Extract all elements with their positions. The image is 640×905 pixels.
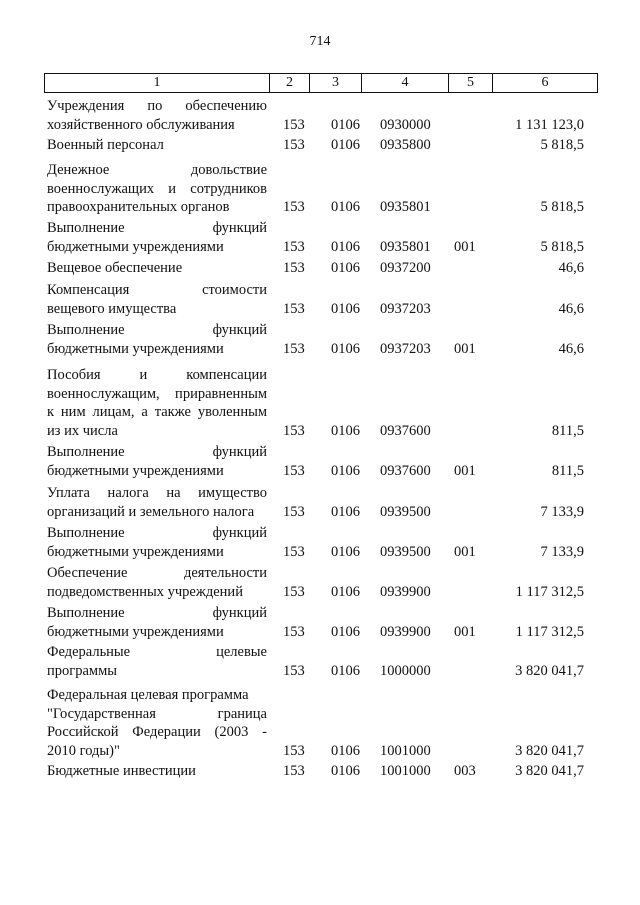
- row-description-line: хозяйственного обслуживания: [47, 116, 235, 133]
- row-code-2: 153: [283, 583, 305, 600]
- row-code-3: 0106: [331, 137, 360, 153]
- column-header-4: 4: [362, 74, 449, 93]
- row-amount: 811,5: [551, 422, 584, 439]
- row-code-2: 153: [283, 503, 305, 520]
- row-amount: 3 820 041,7: [515, 763, 584, 779]
- row-code-2: 153: [283, 623, 305, 640]
- row-description-line: Учреждения по обеспечению: [47, 98, 267, 114]
- row-description-line: "Государственная граница: [47, 705, 267, 722]
- row-code-4: 0939900: [380, 583, 431, 600]
- row-code-3: 0106: [331, 260, 360, 276]
- row-description-line: Денежное довольствие: [47, 162, 267, 178]
- row-description-line: бюджетными учреждениями: [47, 340, 224, 357]
- row-amount: 7 133,9: [540, 543, 584, 560]
- row-amount: 811,5: [551, 462, 584, 479]
- row-code-4: 1001000: [380, 763, 431, 779]
- row-description-line: Военный персонал: [47, 137, 164, 153]
- row-description-line: бюджетными учреждениями: [47, 238, 224, 255]
- row-description-line: программы: [47, 662, 117, 679]
- row-code-3: 0106: [331, 623, 360, 640]
- row-code-3: 0106: [331, 300, 360, 317]
- row-code-2: 153: [283, 340, 305, 357]
- row-code-3: 0106: [331, 583, 360, 600]
- row-amount: 3 820 041,7: [515, 662, 584, 679]
- row-code-3: 0106: [331, 763, 360, 779]
- row-code-3: 0106: [331, 199, 360, 216]
- row-code-5: 001: [454, 462, 476, 479]
- row-code-2: 153: [283, 763, 305, 779]
- row-code-3: 0106: [331, 422, 360, 439]
- row-description-line: Бюджетные инвестиции: [47, 763, 196, 779]
- row-code-5: 003: [454, 763, 476, 779]
- row-description-line: из их числа: [47, 422, 118, 439]
- page-number: 714: [309, 34, 331, 49]
- row-code-3: 0106: [331, 662, 360, 679]
- column-header-row: [44, 73, 598, 93]
- row-code-3: 0106: [331, 238, 360, 255]
- row-description-line: Федеральная целевая программа: [47, 687, 249, 703]
- row-code-2: 153: [283, 260, 305, 276]
- row-description-line: военнослужащих и сотрудников: [47, 180, 267, 197]
- row-code-4: 0930000: [380, 116, 431, 133]
- row-description-line: Выполнение функций: [47, 220, 267, 236]
- row-code-2: 153: [283, 238, 305, 255]
- row-description-line: военнослужащим, приравненным: [47, 385, 267, 402]
- row-code-5: 001: [454, 543, 476, 560]
- row-code-2: 153: [283, 199, 305, 216]
- row-amount: 46,6: [558, 260, 584, 276]
- row-description-line: Пособия и компенсации: [47, 367, 267, 383]
- row-description-line: правоохранительных органов: [47, 199, 230, 216]
- row-description-line: Выполнение функций: [47, 605, 267, 621]
- row-amount: 7 133,9: [540, 503, 584, 520]
- row-description-line: Российской Федерации (2003 -: [47, 724, 267, 741]
- row-amount: 5 818,5: [540, 137, 584, 153]
- row-description-line: бюджетными учреждениями: [47, 543, 224, 560]
- row-description-line: Компенсация стоимости: [47, 282, 267, 298]
- row-code-5: 001: [454, 238, 476, 255]
- row-amount: 1 131 123,0: [515, 116, 584, 133]
- row-code-4: 0937600: [380, 462, 431, 479]
- row-code-3: 0106: [331, 462, 360, 479]
- row-code-2: 153: [283, 116, 305, 133]
- row-code-4: 0935801: [380, 238, 431, 255]
- row-description-line: 2010 годы)": [47, 742, 120, 759]
- row-code-3: 0106: [331, 340, 360, 357]
- row-amount: 1 117 312,5: [515, 623, 584, 640]
- row-description-line: Федеральные целевые: [47, 644, 267, 660]
- row-description-line: бюджетными учреждениями: [47, 623, 224, 640]
- row-code-2: 153: [283, 137, 305, 153]
- row-code-4: 0937600: [380, 422, 431, 439]
- row-code-4: 0935800: [380, 137, 431, 153]
- row-code-4: 0939900: [380, 623, 431, 640]
- row-code-3: 0106: [331, 503, 360, 520]
- row-description-line: Вещевое обеспечение: [47, 260, 183, 276]
- row-description-line: к ним лицам, а также уволенным: [47, 404, 267, 421]
- row-description-line: Выполнение функций: [47, 525, 267, 541]
- column-header-1: 1: [45, 74, 270, 93]
- row-code-2: 153: [283, 742, 305, 759]
- row-code-2: 153: [283, 422, 305, 439]
- row-code-4: 0939500: [380, 543, 431, 560]
- row-description-line: Уплата налога на имущество: [47, 485, 267, 501]
- row-description-line: бюджетными учреждениями: [47, 462, 224, 479]
- row-description-line: Выполнение функций: [47, 322, 267, 338]
- row-code-4: 0939500: [380, 503, 431, 520]
- row-code-3: 0106: [331, 116, 360, 133]
- row-description-line: подведомственных учреждений: [47, 583, 243, 600]
- column-header-2: 2: [270, 74, 310, 93]
- row-code-4: 1001000: [380, 742, 431, 759]
- row-code-2: 153: [283, 462, 305, 479]
- row-code-4: 0937200: [380, 260, 431, 276]
- row-code-4: 0937203: [380, 340, 431, 357]
- row-amount: 1 117 312,5: [515, 583, 584, 600]
- row-code-3: 0106: [331, 742, 360, 759]
- row-amount: 5 818,5: [540, 238, 584, 255]
- row-code-4: 1000000: [380, 662, 431, 679]
- row-description-line: Обеспечение деятельности: [47, 565, 267, 581]
- row-amount: 5 818,5: [540, 199, 584, 216]
- row-code-2: 153: [283, 662, 305, 679]
- row-amount: 46,6: [558, 340, 584, 357]
- row-description-line: вещевого имущества: [47, 300, 177, 317]
- column-header-6: 6: [493, 74, 598, 93]
- row-description-line: Выполнение функций: [47, 444, 267, 460]
- row-code-3: 0106: [331, 543, 360, 560]
- row-amount: 46,6: [558, 300, 584, 317]
- row-code-4: 0935801: [380, 199, 431, 216]
- row-code-2: 153: [283, 543, 305, 560]
- row-amount: 3 820 041,7: [515, 742, 584, 759]
- row-description-line: организаций и земельного налога: [47, 503, 255, 520]
- row-code-4: 0937203: [380, 300, 431, 317]
- row-code-5: 001: [454, 623, 476, 640]
- row-code-2: 153: [283, 300, 305, 317]
- column-header-5: 5: [449, 74, 493, 93]
- row-code-5: 001: [454, 340, 476, 357]
- column-header-3: 3: [310, 74, 362, 93]
